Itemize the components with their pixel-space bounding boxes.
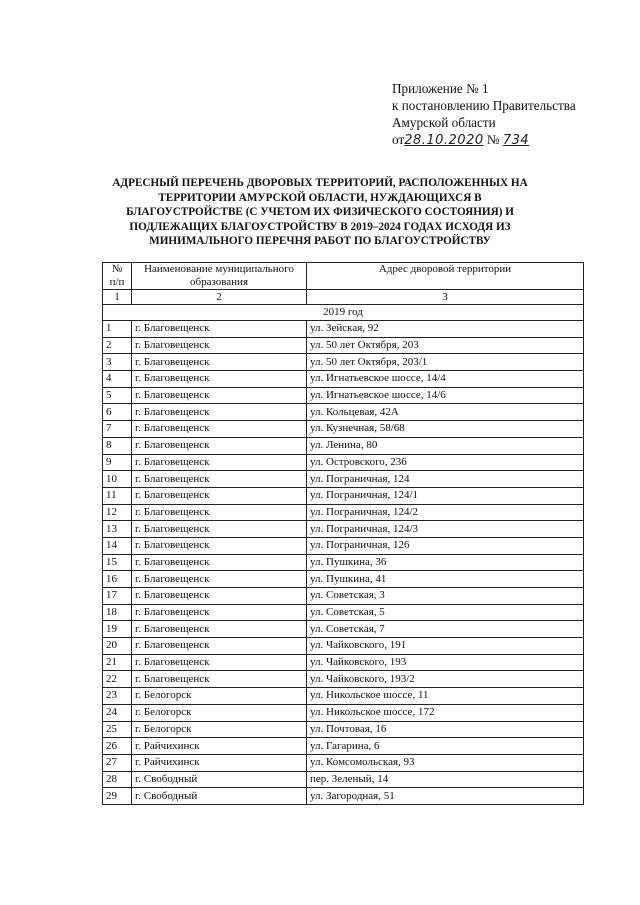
row-number: 6 xyxy=(103,404,132,421)
table-row xyxy=(103,738,584,755)
table-row xyxy=(103,421,584,438)
table-row xyxy=(103,387,584,404)
row-address: ул. Пограничная, 124/1 xyxy=(307,487,584,504)
table-header-row xyxy=(103,263,584,290)
row-number: 12 xyxy=(103,504,132,521)
row-number: 25 xyxy=(103,721,132,738)
table-row xyxy=(103,537,584,554)
table-row xyxy=(103,337,584,354)
appendix-header xyxy=(392,80,576,149)
row-address: ул. Пограничная, 126 xyxy=(307,537,584,554)
header-number: № п/п xyxy=(103,263,132,290)
table-row xyxy=(103,487,584,504)
row-address: ул. Почтовая, 16 xyxy=(307,721,584,738)
number-sign: № xyxy=(486,132,500,147)
row-number: 3 xyxy=(103,354,132,371)
table-row xyxy=(103,721,584,738)
row-municipality: г. Благовещенск xyxy=(132,671,307,688)
table-row xyxy=(103,504,584,521)
row-municipality: г. Белогорск xyxy=(132,688,307,705)
date-prefix: от xyxy=(392,132,405,147)
row-municipality: г. Благовещенск xyxy=(132,571,307,588)
row-number: 5 xyxy=(103,387,132,404)
row-municipality: г. Благовещенск xyxy=(132,454,307,471)
row-number: 23 xyxy=(103,688,132,705)
row-address: ул. Чайковского, 191 xyxy=(307,638,584,655)
appendix-line-2: к постановлению Правительства xyxy=(392,98,576,113)
row-municipality: г. Благовещенск xyxy=(132,604,307,621)
row-address: ул. 50 лет Октября, 203/1 xyxy=(307,354,584,371)
table-row xyxy=(103,688,584,705)
row-municipality: г. Белогорск xyxy=(132,721,307,738)
row-municipality: г. Благовещенск xyxy=(132,554,307,571)
row-municipality: г. Благовещенск xyxy=(132,471,307,488)
row-address: ул. Советская, 7 xyxy=(307,621,584,638)
row-address: ул. Островского, 236 xyxy=(307,454,584,471)
row-municipality: г. Благовещенск xyxy=(132,437,307,454)
row-municipality: г. Благовещенск xyxy=(132,521,307,538)
handwritten-date: 28.10.2020 xyxy=(404,133,484,148)
row-address: ул. Игнатьевское шоссе, 14/4 xyxy=(307,371,584,388)
row-address: ул. Зейская, 92 xyxy=(307,321,584,338)
row-address: ул. Пограничная, 124/2 xyxy=(307,504,584,521)
table-row xyxy=(103,604,584,621)
table-row xyxy=(103,654,584,671)
row-municipality: г. Благовещенск xyxy=(132,654,307,671)
table-row xyxy=(103,454,584,471)
address-table xyxy=(102,262,584,805)
row-municipality: г. Благовещенск xyxy=(132,421,307,438)
row-number: 22 xyxy=(103,671,132,688)
header-municipality: Наименование муниципального образования xyxy=(132,263,307,290)
row-municipality: г. Благовещенск xyxy=(132,404,307,421)
appendix-line-1: Приложение № 1 xyxy=(392,81,489,96)
row-address: ул. Чайковского, 193 xyxy=(307,654,584,671)
year-row xyxy=(103,305,584,321)
appendix-line-3: Амурской области xyxy=(392,115,496,130)
row-number: 10 xyxy=(103,471,132,488)
row-address: пер. Зеленый, 14 xyxy=(307,771,584,788)
row-address: ул. 50 лет Октября, 203 xyxy=(307,337,584,354)
row-municipality: г. Благовещенск xyxy=(132,504,307,521)
column-number: 1 xyxy=(103,290,132,305)
row-number: 28 xyxy=(103,771,132,788)
handwritten-number: 734 xyxy=(502,133,530,148)
row-address: ул. Пограничная, 124/3 xyxy=(307,521,584,538)
row-municipality: г. Благовещенск xyxy=(132,638,307,655)
row-municipality: г. Райчихинск xyxy=(132,738,307,755)
document-title: АДРЕСНЫЙ ПЕРЕЧЕНЬ ДВОРОВЫХ ТЕРРИТОРИЙ, РАСПОЛОЖЕННЫХ НА ТЕРРИТОРИИ АМУРСКОЙ ОБЛАСТИ, НУЖДАЮЩИХСЯ В БЛАГОУСТРОЙСТВЕ (С УЧЕТОМ ИХ ФИЗИЧЕСКОГО СОСТОЯНИЯ) И ПОДЛЕЖАЩИХ БЛАГОУСТРОЙСТВУ В 2019–2024 ГОДАХ ИСХОДЯ ИЗ МИНИМАЛЬНОГО ПЕРЕЧНЯ РАБОТ ПО БЛАГОУСТРОЙСТВУ xyxy=(112,177,528,247)
row-address: ул. Советская, 3 xyxy=(307,588,584,605)
row-address: ул. Комсомольская, 93 xyxy=(307,754,584,771)
row-address: ул. Кузнечная, 58/68 xyxy=(307,421,584,438)
column-number-row xyxy=(103,290,584,305)
table-row xyxy=(103,321,584,338)
table-row xyxy=(103,788,584,805)
row-municipality: г. Белогорск xyxy=(132,704,307,721)
table-row xyxy=(103,638,584,655)
column-number: 2 xyxy=(132,290,307,305)
row-address: ул. Пушкина, 36 xyxy=(307,554,584,571)
row-municipality: г. Свободный xyxy=(132,788,307,805)
row-municipality: г. Благовещенск xyxy=(132,621,307,638)
row-address: ул. Никольское шоссе, 11 xyxy=(307,688,584,705)
table-row xyxy=(103,754,584,771)
row-municipality: г. Райчихинск xyxy=(132,754,307,771)
appendix-date-line xyxy=(392,131,576,149)
row-municipality: г. Свободный xyxy=(132,771,307,788)
row-address: ул. Игнатьевское шоссе, 14/6 xyxy=(307,387,584,404)
row-number: 15 xyxy=(103,554,132,571)
row-number: 11 xyxy=(103,487,132,504)
row-address: ул. Ленина, 80 xyxy=(307,437,584,454)
row-number: 4 xyxy=(103,371,132,388)
row-number: 13 xyxy=(103,521,132,538)
row-number: 1 xyxy=(103,321,132,338)
row-number: 20 xyxy=(103,638,132,655)
row-number: 29 xyxy=(103,788,132,805)
table-row xyxy=(103,354,584,371)
row-address: ул. Кольцевая, 42А xyxy=(307,404,584,421)
row-municipality: г. Благовещенск xyxy=(132,537,307,554)
row-address: ул. Загородная, 51 xyxy=(307,788,584,805)
row-number: 24 xyxy=(103,704,132,721)
row-number: 18 xyxy=(103,604,132,621)
table-row xyxy=(103,471,584,488)
row-address: ул. Пограничная, 124 xyxy=(307,471,584,488)
row-address: ул. Чайковского, 193/2 xyxy=(307,671,584,688)
row-number: 17 xyxy=(103,588,132,605)
row-number: 16 xyxy=(103,571,132,588)
row-municipality: г. Благовещенск xyxy=(132,337,307,354)
row-number: 2 xyxy=(103,337,132,354)
row-municipality: г. Благовещенск xyxy=(132,371,307,388)
row-number: 21 xyxy=(103,654,132,671)
table-row xyxy=(103,588,584,605)
header-address: Адрес дворовой территории xyxy=(307,263,584,290)
row-number: 26 xyxy=(103,738,132,755)
table-row xyxy=(103,704,584,721)
year-label: 2019 год xyxy=(103,305,584,321)
row-municipality: г. Благовещенск xyxy=(132,588,307,605)
row-municipality: г. Благовещенск xyxy=(132,487,307,504)
table-row xyxy=(103,371,584,388)
row-number: 14 xyxy=(103,537,132,554)
row-address: ул. Никольское шоссе, 172 xyxy=(307,704,584,721)
column-number: 3 xyxy=(307,290,584,305)
row-number: 9 xyxy=(103,454,132,471)
row-number: 27 xyxy=(103,754,132,771)
row-municipality: г. Благовещенск xyxy=(132,321,307,338)
row-municipality: г. Благовещенск xyxy=(132,354,307,371)
row-address: ул. Пушкина, 41 xyxy=(307,571,584,588)
table-row xyxy=(103,521,584,538)
row-address: ул. Гагарина, 6 xyxy=(307,738,584,755)
table-row xyxy=(103,671,584,688)
row-number: 8 xyxy=(103,437,132,454)
row-number: 19 xyxy=(103,621,132,638)
table-row xyxy=(103,571,584,588)
table-row xyxy=(103,437,584,454)
table-row xyxy=(103,621,584,638)
table-row xyxy=(103,771,584,788)
row-municipality: г. Благовещенск xyxy=(132,387,307,404)
row-address: ул. Советская, 5 xyxy=(307,604,584,621)
row-number: 7 xyxy=(103,421,132,438)
table-row xyxy=(103,554,584,571)
table-row xyxy=(103,404,584,421)
